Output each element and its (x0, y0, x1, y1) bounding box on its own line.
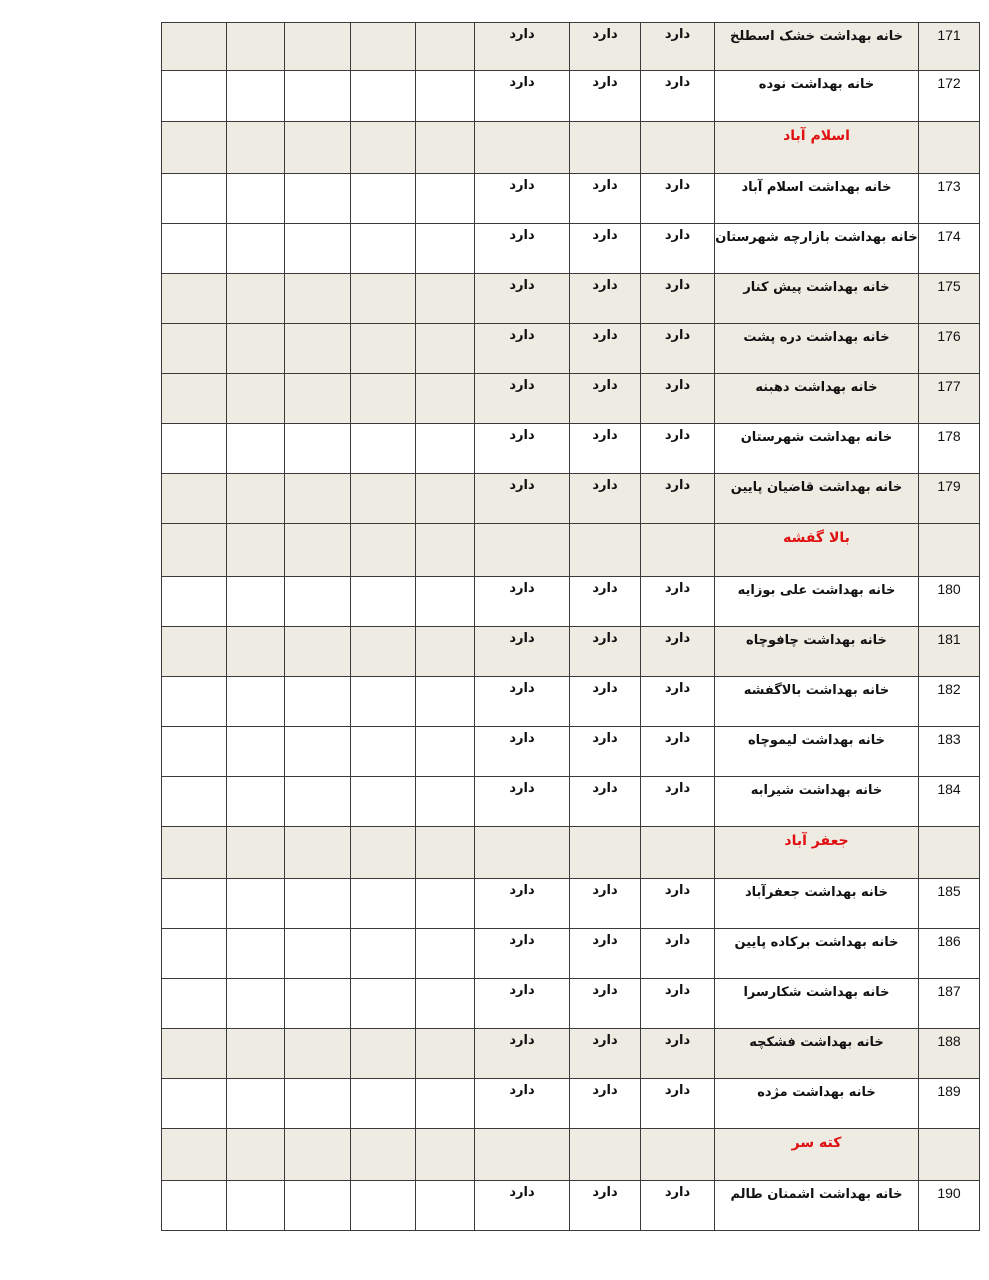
row-number: 177 (919, 374, 980, 424)
facility-name: خانه بهداشت شهرستان (715, 424, 919, 474)
facility-name: خانه بهداشت شیرابه (715, 777, 919, 827)
status-cell-1: دارد (641, 374, 715, 424)
table-row (162, 979, 980, 1029)
empty-cell (285, 627, 351, 677)
status-cell-3: دارد (475, 174, 570, 224)
empty-cell (162, 224, 227, 274)
empty-cell (641, 524, 715, 577)
row-number: 176 (919, 324, 980, 374)
status-cell-2: دارد (570, 929, 641, 979)
region-header-row (162, 524, 980, 577)
empty-cell (162, 879, 227, 929)
empty-cell (351, 474, 416, 524)
empty-cell (416, 827, 475, 879)
row-number: 183 (919, 727, 980, 777)
empty-cell (227, 524, 285, 577)
empty-cell (162, 524, 227, 577)
empty-cell (416, 374, 475, 424)
empty-cell (162, 122, 227, 174)
row-number: 186 (919, 929, 980, 979)
facility-name: خانه بهداشت اشمنان طالم (715, 1181, 919, 1231)
empty-cell (285, 224, 351, 274)
empty-cell (919, 122, 980, 174)
facility-name: خانه بهداشت جعفرآباد (715, 879, 919, 929)
row-number: 173 (919, 174, 980, 224)
empty-cell (351, 1129, 416, 1181)
empty-cell (285, 1029, 351, 1079)
empty-cell (416, 1029, 475, 1079)
table-row (162, 71, 980, 122)
region-name: جعفر آباد (715, 827, 919, 879)
table-row (162, 224, 980, 274)
empty-cell (416, 71, 475, 122)
row-number: 171 (919, 23, 980, 71)
status-cell-1: دارد (641, 224, 715, 274)
empty-cell (416, 224, 475, 274)
facility-name: خانه بهداشت نوده (715, 71, 919, 122)
status-cell-2: دارد (570, 324, 641, 374)
empty-cell (351, 324, 416, 374)
empty-cell (285, 174, 351, 224)
table-body (162, 23, 980, 1231)
status-cell-1: دارد (641, 474, 715, 524)
empty-cell (285, 777, 351, 827)
empty-cell (351, 777, 416, 827)
table-row (162, 324, 980, 374)
status-cell-3: دارد (475, 324, 570, 374)
status-cell-3: دارد (475, 1181, 570, 1231)
empty-cell (416, 524, 475, 577)
empty-cell (416, 424, 475, 474)
status-cell-2: دارد (570, 474, 641, 524)
empty-cell (285, 1181, 351, 1231)
empty-cell (285, 1129, 351, 1181)
empty-cell (162, 929, 227, 979)
facility-name: خانه بهداشت لیموچاه (715, 727, 919, 777)
empty-cell (162, 1029, 227, 1079)
facility-name: خانه بهداشت شکارسرا (715, 979, 919, 1029)
status-cell-1: دارد (641, 274, 715, 324)
empty-cell (416, 677, 475, 727)
status-cell-1: دارد (641, 677, 715, 727)
empty-cell (162, 374, 227, 424)
empty-cell (285, 979, 351, 1029)
empty-cell (227, 424, 285, 474)
table-row (162, 1181, 980, 1231)
region-header-row (162, 827, 980, 879)
status-cell-1: دارد (641, 879, 715, 929)
empty-cell (416, 1181, 475, 1231)
status-cell-3: دارد (475, 1079, 570, 1129)
empty-cell (416, 979, 475, 1029)
status-cell-3: دارد (475, 879, 570, 929)
status-cell-1: دارد (641, 424, 715, 474)
empty-cell (416, 23, 475, 71)
status-cell-3: دارد (475, 979, 570, 1029)
empty-cell (162, 627, 227, 677)
table-row (162, 777, 980, 827)
status-cell-2: دارد (570, 374, 641, 424)
empty-cell (285, 71, 351, 122)
row-number: 185 (919, 879, 980, 929)
empty-cell (285, 122, 351, 174)
empty-cell (570, 524, 641, 577)
status-cell-1: دارد (641, 1181, 715, 1231)
empty-cell (285, 524, 351, 577)
empty-cell (416, 274, 475, 324)
empty-cell (351, 23, 416, 71)
empty-cell (351, 524, 416, 577)
empty-cell (351, 224, 416, 274)
empty-cell (227, 1129, 285, 1181)
facility-name: خانه بهداشت بازارچه شهرستان (715, 224, 919, 274)
table-row (162, 929, 980, 979)
empty-cell (285, 1079, 351, 1129)
status-cell-1: دارد (641, 1029, 715, 1079)
status-cell-3: دارد (475, 274, 570, 324)
facility-name: خانه بهداشت قاضیان پایین (715, 474, 919, 524)
empty-cell (570, 122, 641, 174)
facility-name: خانه بهداشت بالاگفشه (715, 677, 919, 727)
empty-cell (162, 677, 227, 727)
status-cell-1: دارد (641, 979, 715, 1029)
status-cell-2: دارد (570, 1079, 641, 1129)
empty-cell (227, 979, 285, 1029)
status-cell-3: دارد (475, 374, 570, 424)
table-row (162, 1079, 980, 1129)
status-cell-3: دارد (475, 929, 570, 979)
empty-cell (162, 274, 227, 324)
table-row (162, 274, 980, 324)
empty-cell (285, 274, 351, 324)
empty-cell (416, 777, 475, 827)
table-row (162, 577, 980, 627)
facility-name: خانه بهداشت دهبنه (715, 374, 919, 424)
empty-cell (351, 71, 416, 122)
empty-cell (285, 474, 351, 524)
table-row (162, 474, 980, 524)
empty-cell (162, 1181, 227, 1231)
table-row (162, 374, 980, 424)
facility-name: خانه بهداشت مژده (715, 1079, 919, 1129)
empty-cell (351, 1079, 416, 1129)
status-cell-1: دارد (641, 777, 715, 827)
empty-cell (351, 274, 416, 324)
empty-cell (641, 827, 715, 879)
facility-name: خانه بهداشت علی بوزایه (715, 577, 919, 627)
empty-cell (162, 474, 227, 524)
region-name: بالا گفشه (715, 524, 919, 577)
row-number: 179 (919, 474, 980, 524)
status-cell-2: دارد (570, 424, 641, 474)
empty-cell (475, 122, 570, 174)
empty-cell (641, 122, 715, 174)
empty-cell (227, 174, 285, 224)
empty-cell (162, 174, 227, 224)
status-cell-3: دارد (475, 777, 570, 827)
status-cell-1: دارد (641, 929, 715, 979)
status-cell-2: دارد (570, 274, 641, 324)
status-cell-2: دارد (570, 627, 641, 677)
row-number: 190 (919, 1181, 980, 1231)
status-cell-1: دارد (641, 23, 715, 71)
empty-cell (351, 577, 416, 627)
empty-cell (416, 1079, 475, 1129)
empty-cell (227, 474, 285, 524)
empty-cell (227, 1029, 285, 1079)
row-number: 175 (919, 274, 980, 324)
empty-cell (227, 827, 285, 879)
facility-name: خانه بهداشت دره پشت (715, 324, 919, 374)
empty-cell (285, 374, 351, 424)
empty-cell (351, 122, 416, 174)
empty-cell (416, 324, 475, 374)
empty-cell (227, 324, 285, 374)
status-cell-2: دارد (570, 1029, 641, 1079)
empty-cell (351, 627, 416, 677)
empty-cell (475, 524, 570, 577)
facility-name: خانه بهداشت خشک اسطلخ (715, 23, 919, 71)
empty-cell (919, 827, 980, 879)
status-cell-2: دارد (570, 23, 641, 71)
empty-cell (285, 727, 351, 777)
status-cell-2: دارد (570, 677, 641, 727)
status-cell-1: دارد (641, 71, 715, 122)
status-cell-2: دارد (570, 71, 641, 122)
row-number: 189 (919, 1079, 980, 1129)
empty-cell (285, 879, 351, 929)
empty-cell (162, 324, 227, 374)
empty-cell (162, 777, 227, 827)
facility-name: خانه بهداشت اسلام آباد (715, 174, 919, 224)
facility-name: خانه بهداشت چافوچاه (715, 627, 919, 677)
empty-cell (227, 23, 285, 71)
status-cell-1: دارد (641, 577, 715, 627)
table-row (162, 677, 980, 727)
table-row (162, 424, 980, 474)
empty-cell (416, 1129, 475, 1181)
region-name: کته سر (715, 1129, 919, 1181)
empty-cell (351, 879, 416, 929)
empty-cell (351, 677, 416, 727)
status-cell-2: دارد (570, 979, 641, 1029)
empty-cell (285, 577, 351, 627)
empty-cell (416, 174, 475, 224)
status-cell-2: دارد (570, 777, 641, 827)
table-row (162, 174, 980, 224)
status-cell-1: دارد (641, 324, 715, 374)
empty-cell (227, 677, 285, 727)
empty-cell (162, 71, 227, 122)
empty-cell (416, 627, 475, 677)
empty-cell (162, 727, 227, 777)
region-name: اسلام آباد (715, 122, 919, 174)
status-cell-1: دارد (641, 174, 715, 224)
empty-cell (285, 827, 351, 879)
empty-cell (351, 979, 416, 1029)
empty-cell (416, 727, 475, 777)
empty-cell (351, 1029, 416, 1079)
empty-cell (227, 122, 285, 174)
empty-cell (162, 1079, 227, 1129)
table-row (162, 879, 980, 929)
status-cell-1: دارد (641, 1079, 715, 1129)
status-cell-3: دارد (475, 23, 570, 71)
status-cell-2: دارد (570, 1181, 641, 1231)
empty-cell (351, 929, 416, 979)
empty-cell (351, 424, 416, 474)
status-cell-3: دارد (475, 577, 570, 627)
facility-name: خانه بهداشت فشکچه (715, 1029, 919, 1079)
status-cell-2: دارد (570, 727, 641, 777)
status-cell-2: دارد (570, 879, 641, 929)
empty-cell (162, 23, 227, 71)
status-cell-3: دارد (475, 1029, 570, 1079)
empty-cell (162, 827, 227, 879)
table-row (162, 1029, 980, 1079)
status-cell-1: دارد (641, 727, 715, 777)
empty-cell (227, 1181, 285, 1231)
empty-cell (351, 1181, 416, 1231)
empty-cell (162, 1129, 227, 1181)
empty-cell (351, 827, 416, 879)
empty-cell (351, 174, 416, 224)
facility-name: خانه بهداشت پیش کنار (715, 274, 919, 324)
empty-cell (227, 1079, 285, 1129)
row-number: 172 (919, 71, 980, 122)
row-number: 184 (919, 777, 980, 827)
row-number: 181 (919, 627, 980, 677)
row-number: 180 (919, 577, 980, 627)
empty-cell (227, 274, 285, 324)
empty-cell (285, 324, 351, 374)
empty-cell (416, 577, 475, 627)
empty-cell (227, 71, 285, 122)
empty-cell (641, 1129, 715, 1181)
empty-cell (162, 979, 227, 1029)
status-cell-3: دارد (475, 71, 570, 122)
table-row (162, 23, 980, 71)
table-row (162, 727, 980, 777)
empty-cell (227, 879, 285, 929)
empty-cell (162, 577, 227, 627)
empty-cell (416, 474, 475, 524)
empty-cell (285, 424, 351, 474)
status-cell-3: دارد (475, 424, 570, 474)
status-cell-2: دارد (570, 577, 641, 627)
status-cell-3: دارد (475, 474, 570, 524)
empty-cell (227, 777, 285, 827)
status-cell-3: دارد (475, 677, 570, 727)
status-cell-3: دارد (475, 627, 570, 677)
status-cell-2: دارد (570, 174, 641, 224)
empty-cell (227, 627, 285, 677)
status-cell-2: دارد (570, 224, 641, 274)
row-number: 187 (919, 979, 980, 1029)
health-houses-table (161, 22, 980, 1231)
row-number: 174 (919, 224, 980, 274)
empty-cell (351, 374, 416, 424)
table-row (162, 627, 980, 677)
empty-cell (162, 424, 227, 474)
empty-cell (475, 827, 570, 879)
empty-cell (475, 1129, 570, 1181)
status-cell-3: دارد (475, 727, 570, 777)
empty-cell (227, 224, 285, 274)
empty-cell (227, 374, 285, 424)
status-cell-1: دارد (641, 627, 715, 677)
empty-cell (919, 1129, 980, 1181)
empty-cell (285, 677, 351, 727)
empty-cell (285, 23, 351, 71)
empty-cell (416, 879, 475, 929)
row-number: 188 (919, 1029, 980, 1079)
empty-cell (570, 1129, 641, 1181)
facility-name: خانه بهداشت برکاده پایین (715, 929, 919, 979)
empty-cell (227, 929, 285, 979)
region-header-row (162, 1129, 980, 1181)
empty-cell (285, 929, 351, 979)
row-number: 182 (919, 677, 980, 727)
empty-cell (416, 929, 475, 979)
region-header-row (162, 122, 980, 174)
empty-cell (570, 827, 641, 879)
row-number: 178 (919, 424, 980, 474)
empty-cell (919, 524, 980, 577)
empty-cell (351, 727, 416, 777)
status-cell-3: دارد (475, 224, 570, 274)
empty-cell (227, 727, 285, 777)
empty-cell (416, 122, 475, 174)
empty-cell (227, 577, 285, 627)
